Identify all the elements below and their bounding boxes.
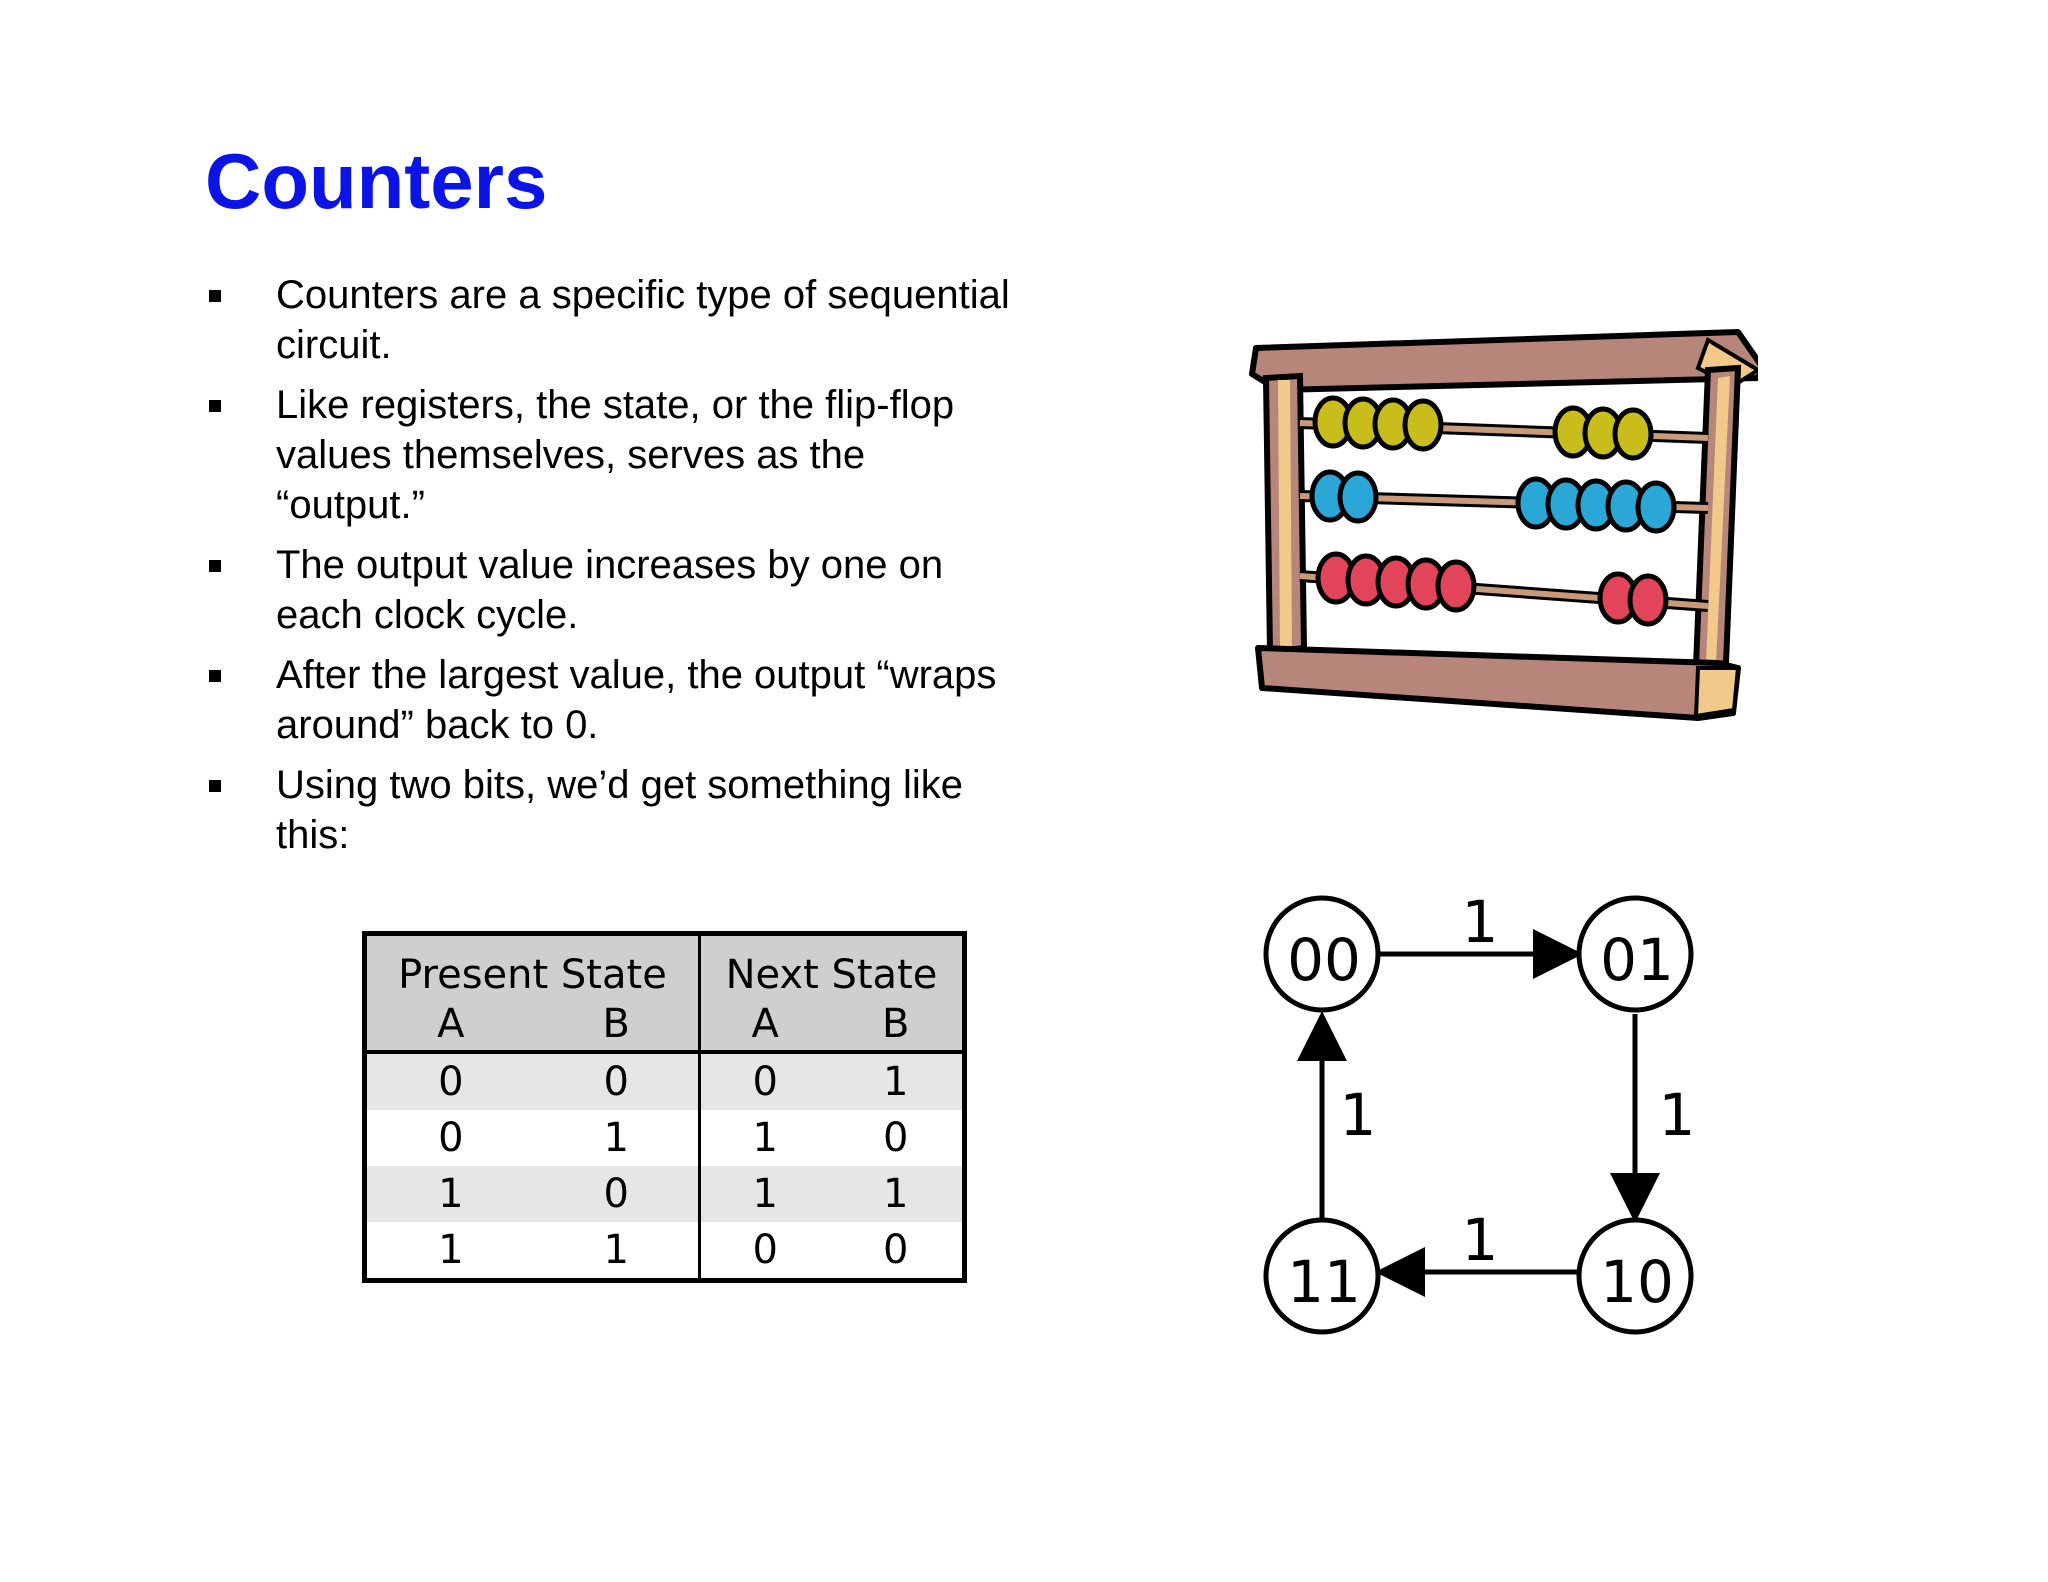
table-cell: 1 [699, 1110, 829, 1166]
bullet-item [205, 270, 1025, 370]
table-cell: 0 [699, 1222, 829, 1281]
table-cell: 0 [365, 1052, 535, 1110]
bullet-item [205, 380, 1025, 530]
present-b-header: B [535, 998, 700, 1052]
slide-title: Counters [205, 137, 548, 225]
table-cell: 1 [830, 1052, 965, 1110]
next-a-header: A [699, 998, 829, 1052]
bullet-text: Counters are a specific type of sequential circuit. [276, 273, 1010, 367]
bullet-item [205, 650, 1025, 750]
state-node-00-label: 00 [1287, 926, 1361, 994]
table-cell: 0 [830, 1110, 965, 1166]
bullet-square-icon [209, 670, 221, 682]
abacus-top-bar [1252, 332, 1758, 390]
bullet-text: After the largest value, the output “wraps around” back to 0. [276, 653, 997, 747]
state-node-01-label: 01 [1600, 926, 1674, 994]
state-table-container [362, 931, 967, 1282]
table-row [365, 1222, 965, 1281]
table-cell: 1 [365, 1166, 535, 1222]
present-a-header: A [365, 998, 535, 1052]
transition-01-10-label: 1 [1658, 1081, 1696, 1149]
state-diagram [1240, 890, 1710, 1340]
bullet-text: Like registers, the state, or the flip-flop values themselves, serves as the “output.” [276, 383, 955, 527]
table-cell: 1 [365, 1222, 535, 1281]
transition-10-11-label: 1 [1461, 1206, 1499, 1274]
table-cell: 0 [830, 1222, 965, 1281]
bullet-list [205, 270, 1025, 870]
bullet-text: Using two bits, we’d get something like this: [276, 763, 963, 857]
table-cell: 0 [535, 1166, 700, 1222]
table-row [365, 1052, 965, 1110]
table-row [365, 1166, 965, 1222]
bullet-item [205, 540, 1025, 640]
next-b-header: B [830, 998, 965, 1052]
table-cell: 0 [535, 1052, 700, 1110]
state-table [362, 931, 967, 1283]
state-node-10-label: 10 [1600, 1248, 1674, 1316]
next-state-header: Next State [699, 934, 964, 999]
present-state-header: Present State [398, 952, 667, 998]
abacus-left-post-highlight [1278, 380, 1292, 650]
abacus-bottom-bar [1258, 648, 1738, 718]
bullet-square-icon [209, 560, 221, 572]
state-node-11-label: 11 [1287, 1248, 1361, 1316]
abacus-image [1238, 318, 1758, 728]
bullet-item [205, 760, 1025, 860]
bullet-text: The output value increases by one on each clock cycle. [276, 543, 944, 637]
table-cell: 1 [535, 1222, 700, 1281]
bullet-square-icon [209, 290, 221, 302]
table-cell: 0 [365, 1110, 535, 1166]
transition-00-01-label: 1 [1461, 890, 1499, 956]
table-cell: 1 [699, 1166, 829, 1222]
transition-11-00-label: 1 [1339, 1081, 1377, 1149]
table-cell: 0 [699, 1052, 829, 1110]
bullet-square-icon [209, 780, 221, 792]
bullet-square-icon [209, 400, 221, 412]
table-row [365, 1110, 965, 1166]
table-cell: 1 [535, 1110, 700, 1166]
table-cell: 1 [830, 1166, 965, 1222]
abacus-bottom-end [1696, 668, 1738, 716]
